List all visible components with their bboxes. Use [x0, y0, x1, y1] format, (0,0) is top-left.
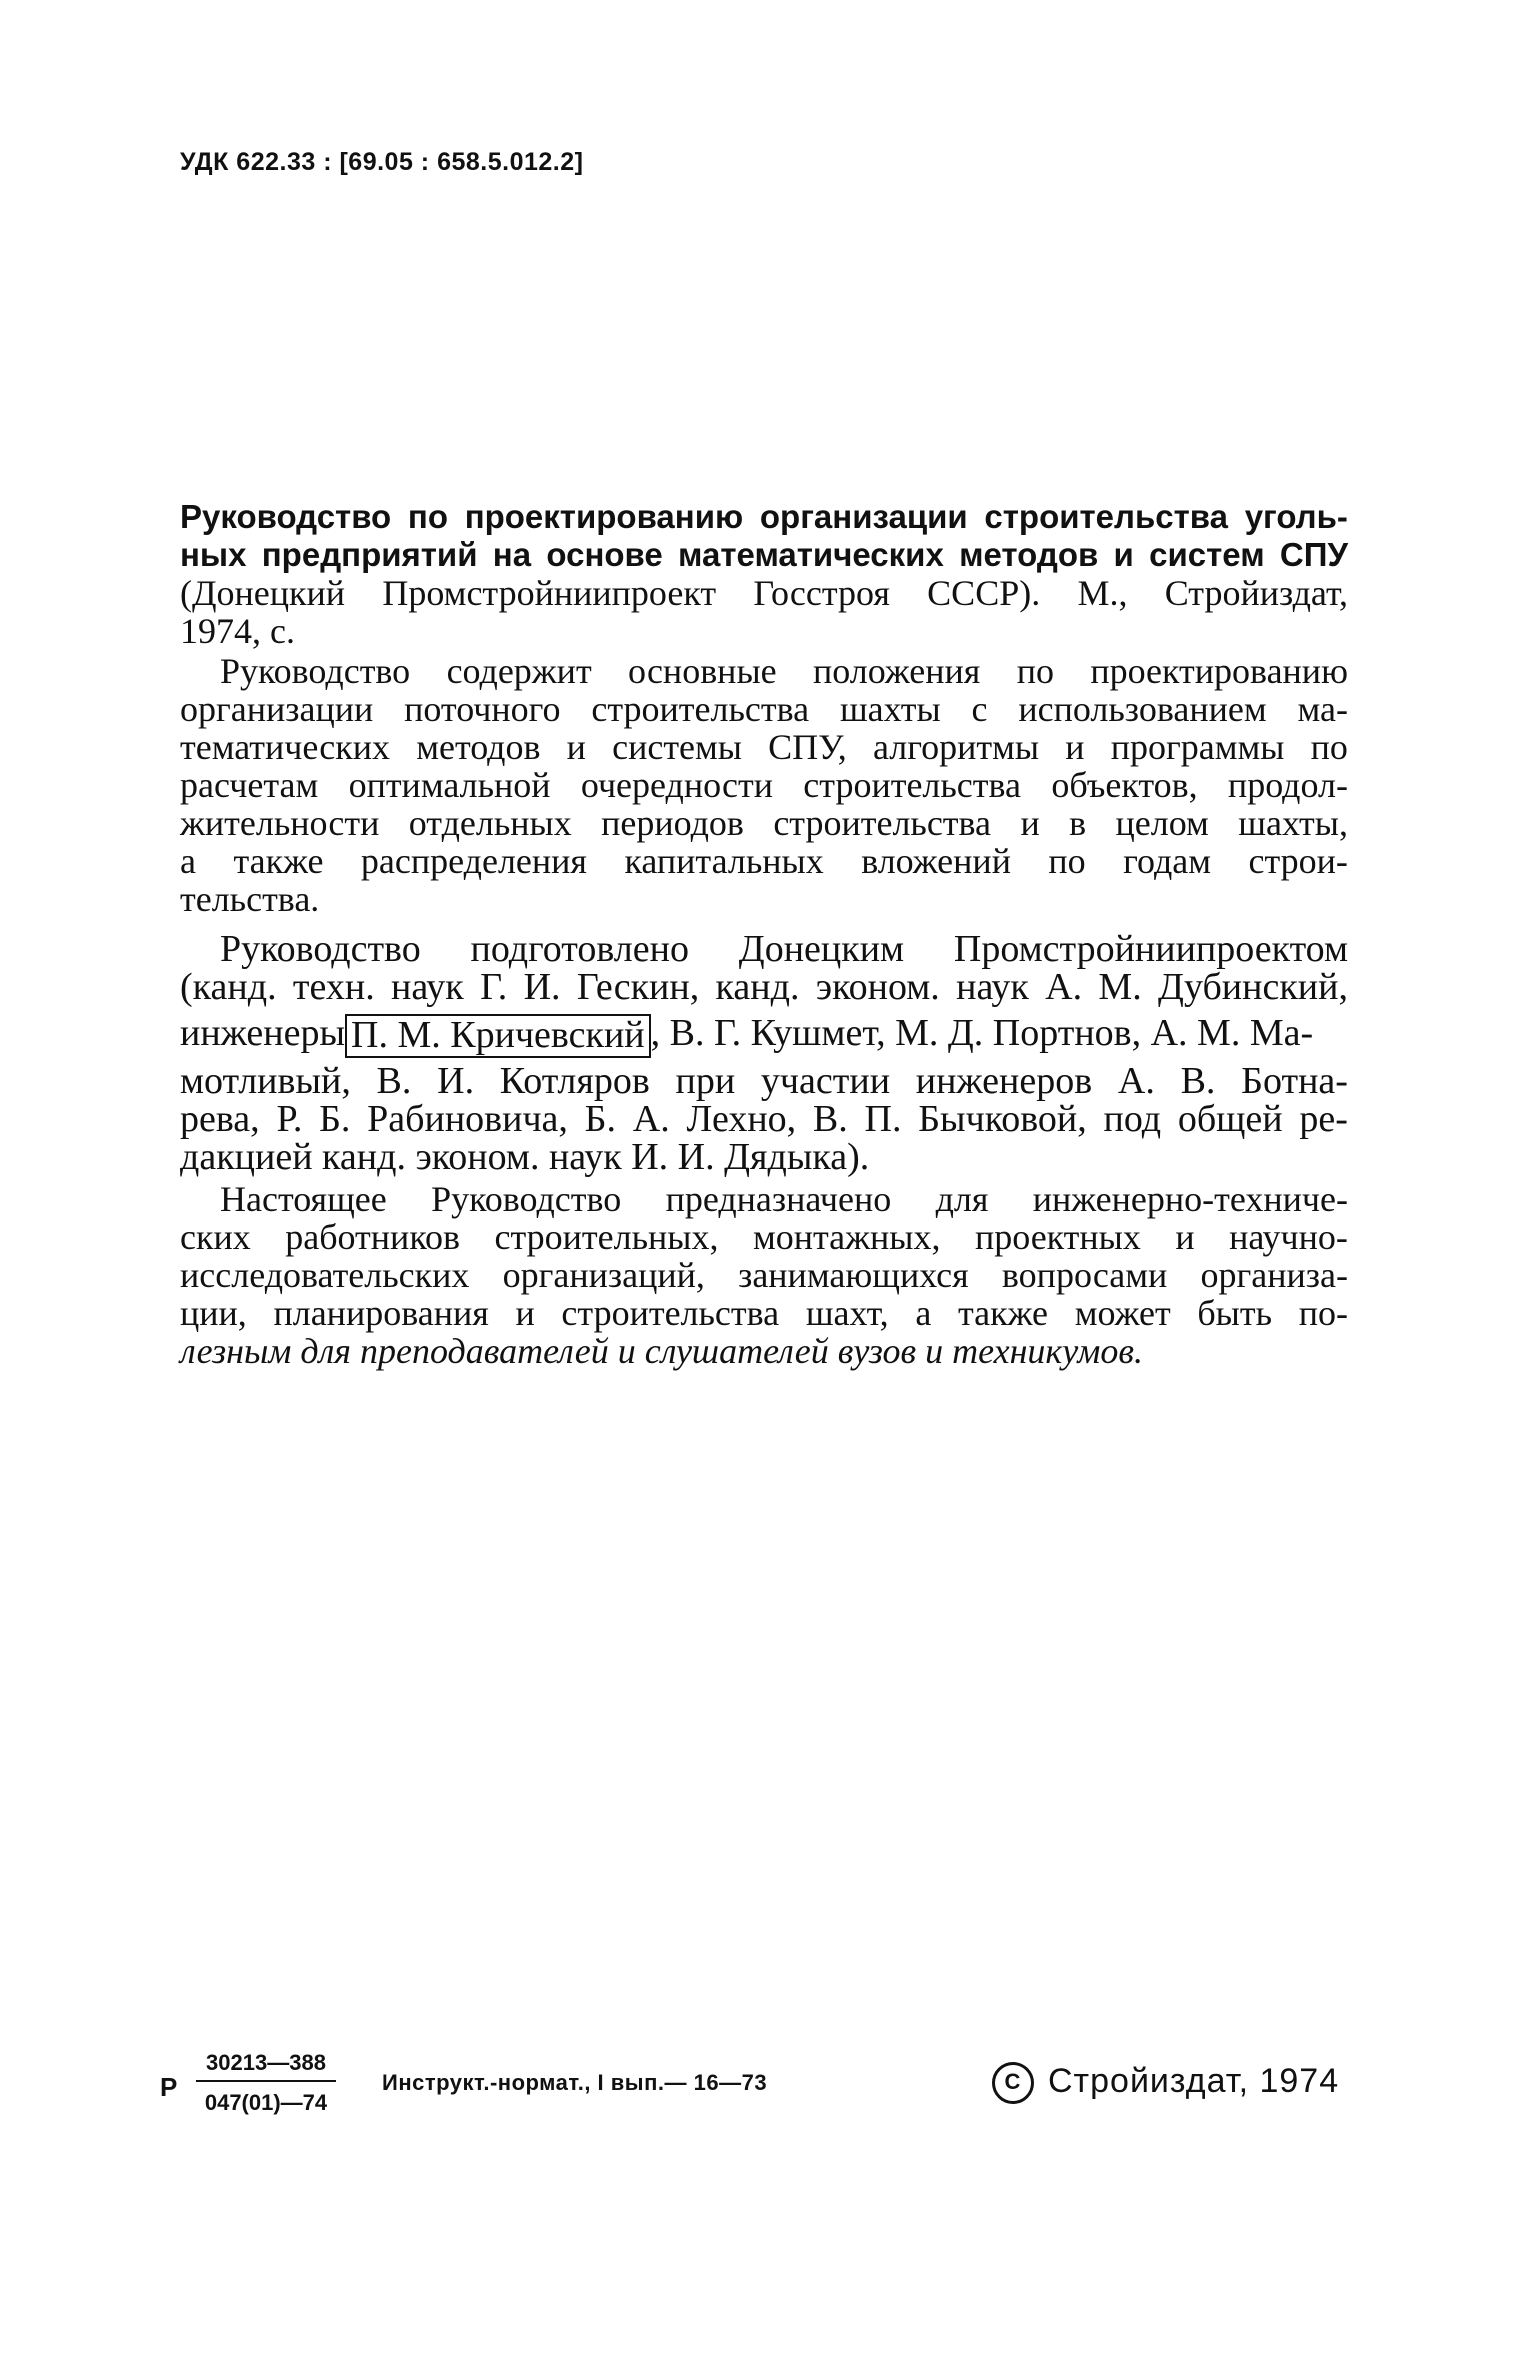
purpose-line: Настоящее Руководство предназначено для инженерно-техниче- [220, 1179, 1348, 1219]
abstract-paragraph [180, 652, 1348, 918]
authors-prefix: инженеры [180, 1012, 346, 1054]
copyright-icon: C [992, 2062, 1034, 2104]
copyright [992, 2062, 1339, 2104]
abstract-line: Руководство содержит основные положения по проектированию [220, 651, 1348, 691]
abstract-line: а также распределения капитальных вложений по годам строи- [180, 841, 1348, 881]
imprint-denominator: 047(01)—74 [204, 2090, 328, 2115]
imprint-numerator: 30213—388 [196, 2050, 336, 2082]
deceased-author-box: П. М. Кричевский [345, 1014, 651, 1058]
authors-line: (канд. техн. наук Г. И. Гескин, канд. эконом. наук А. М. Дубинский, [180, 966, 1348, 1008]
imprint-fraction [196, 2050, 336, 2116]
udk-code: УДК 622.33 : [69.05 : 658.5.012.2] [180, 148, 584, 176]
authors-line-boxed [180, 1014, 1348, 1058]
abstract-line: тематических методов и системы СПУ, алгоритмы и программы по [180, 727, 1348, 767]
citation-line: (Донецкий Промстройниипроект Госстроя СССР). М., Стройиздат, [180, 573, 1348, 613]
imprint-footer [160, 2050, 1360, 2130]
purpose-line: исследовательских организаций, занимающихся вопросами организа- [180, 1255, 1348, 1295]
citation-line: ных предприятий на основе математических методов и систем СПУ [180, 536, 1348, 573]
citation-line: 1974, с. [180, 611, 295, 651]
authors-line: рева, Р. Б. Рабиновича, Б. А. Лехно, В. П. Бычковой, под общей ре- [180, 1098, 1348, 1140]
publisher-year: Стройиздат, 1974 [1048, 2062, 1340, 2100]
purpose-paragraph [180, 1180, 1348, 1370]
purpose-line: лезным для преподавателей и слушателей вузов и техникумов. [180, 1331, 1143, 1371]
purpose-line: ских работников строительных, монтажных, проектных и научно- [180, 1217, 1348, 1257]
imprint-prefix: Р [160, 2072, 178, 2102]
authors-suffix: , В. Г. Кушмет, М. Д. Портнов, А. М. Ма- [650, 1012, 1314, 1054]
authors-line: дакцией канд. эконом. наук И. И. Дядыка). [180, 1136, 870, 1178]
authors-paragraph [180, 930, 1348, 1176]
abstract-line: тельства. [180, 879, 320, 919]
authors-line: Руководство подготовлено Донецким Промстройниипроектом [220, 928, 1348, 970]
purpose-line: ции, планирования и строительства шахт, а также может быть по- [180, 1293, 1348, 1333]
abstract-line: организации поточного строительства шахты с использованием ма- [180, 689, 1348, 729]
abstract-line: жительности отдельных периодов строительства и в целом шахты, [180, 803, 1348, 843]
citation-line: Руководство по проектированию организации строительства уголь- [180, 498, 1348, 535]
document-body [180, 498, 1348, 1370]
instruction-code: Инструкт.-нормат., I вып.— 16—73 [382, 2070, 768, 2095]
authors-line: мотливый, В. И. Котляров при участии инженеров А. В. Ботна- [180, 1060, 1348, 1102]
citation-block [180, 498, 1348, 650]
abstract-line: расчетам оптимальной очередности строительства объектов, продол- [180, 765, 1348, 805]
